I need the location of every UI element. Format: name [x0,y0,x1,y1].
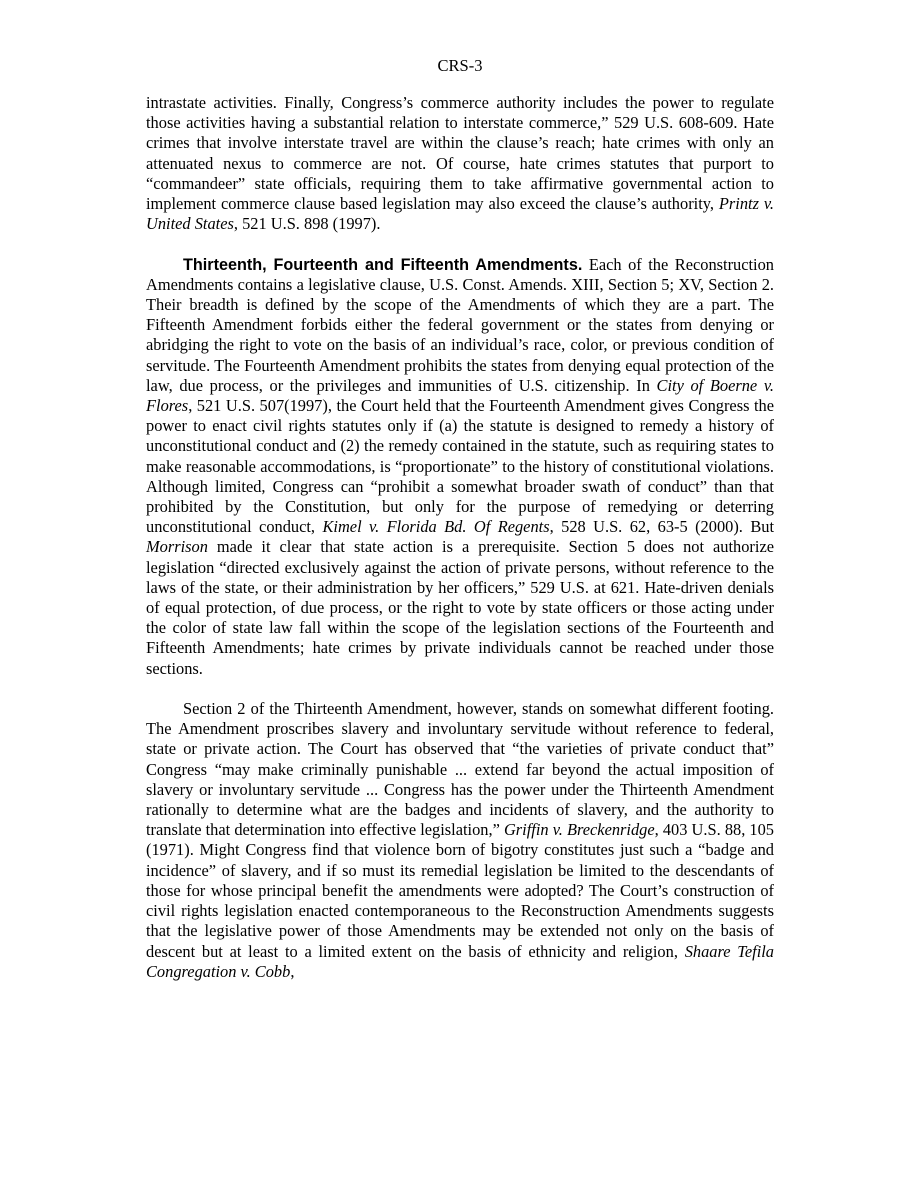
case-citation: Shaare Tefila Congregation v. Cobb [146,941,775,981]
case-citation: Morrison [146,537,208,557]
paragraph-text: , 521 U.S. 898 (1997). [233,214,381,234]
case-citation: Kimel v. Florida Bd. Of Regents [322,517,550,537]
case-citation: Griffin v. Breckenridge [503,820,655,840]
paragraph-text: made it clear that state action is a prerequisite. Section 5 does not authorize legislation “directed exclusively against the action of private persons, without reference to the laws of the state, or their administration by her officers,” 529 U.S. at 621. Hate-driven denials of equal protection, of due process, or the right to vote by state officers or those acting under the color of state law fall within the scope of the legislation sections of the Fourteenth and Fifteenth Amendments; hate crimes by private individuals cannot be reached under those sections. [146,537,774,678]
paragraph-text: , [290,961,295,981]
paragraph-text: Each of the Reconstruction Amendments contains a legislative clause, U.S. Const. Amends. XIII, Section 5; XV, Section 2. Their breadth is defined by the scope of the Amendments of which they are a part. The Fifteenth Amendment forbids either the federal government or the states from denying or abridging the right to vote on the basis of an individual’s race, color, or previous condition of servitude. The Fourteenth Amendment prohibits the states from denying equal protection of the law, due process, or the privileges and immunities of U.S. citizenship. In [146,254,775,395]
paragraph-text: intrastate activities. Finally, Congress’s commerce authority includes the power to regulate those activities having a substantial relation to interstate commerce,” 529 U.S. 608-609. Hate crimes that involve interstate travel are within the clause’s reach; hate crimes with only an attenuated nexus to commerce are not. Of course, hate crimes statutes that purport to “commandeer” state officials, requiring them to take affirmative governmental action to implement commerce clause based legislation may also exceed the clause’s authority, [146,93,774,214]
paragraph-thirteenth-amendment [146,699,774,982]
paragraph-text: , 521 U.S. 507(1997), the Court held that the Fourteenth Amendment gives Congress the power to enact civil rights statutes only if (a) the statute is designed to remedy a history of unconstitutional conduct and (2) the remedy contained in the statute, such as requiring states to make reasonable accommodations, is “proportionate” to the history of constitutional violations. Although limited, Congress can “prohibit a somewhat broader swath of conduct” than that prohibited by the Constitution, but only for the purpose of remedying or deterring unconstitutional conduct, [146,396,774,537]
case-citation: Printz v. United States [146,194,775,234]
section-heading: Thirteenth, Fourteenth and Fifteenth Amendments. [183,255,583,274]
document-body [146,93,774,982]
paragraph-text: , 528 U.S. 62, 63-5 (2000). But [549,517,775,537]
case-citation: City of Boerne v. Flores [146,375,774,416]
paragraph-text: , 403 U.S. 88, 105 (1971). Might Congress find that violence born of bigotry constitutes just such a “badge and incidence” of slavery, and if so must its remedial legislation be limited to the descendants of those for whose principal benefit the amendments were adopted? The Court’s construction of civil rights legislation enacted contemporaneous to the Reconstruction Amendments suggests that the legislative power of those Amendments may be extended not only on the basis of descent but at least to a limited extent on the basis of ethnicity and religion, [146,820,775,961]
page-number-header: CRS-3 [437,56,483,75]
paragraph-reconstruction-amendments [146,255,774,679]
paragraph-commerce-clause [146,93,774,234]
paragraph-text: Section 2 of the Thirteenth Amendment, however, stands on somewhat different footing. The Amendment proscribes slavery and involuntary servitude without reference to federal, state or private action. The Court has observed that “the varieties of private conduct that” Congress “may make criminally punishable ... extend far beyond the actual imposition of slavery or involuntary servitude ... Congress has the power under the Thirteenth Amendment rationally to determine what are the badges and incidents of slavery, and the authority to translate that determination into effective legislation,” [146,699,774,840]
